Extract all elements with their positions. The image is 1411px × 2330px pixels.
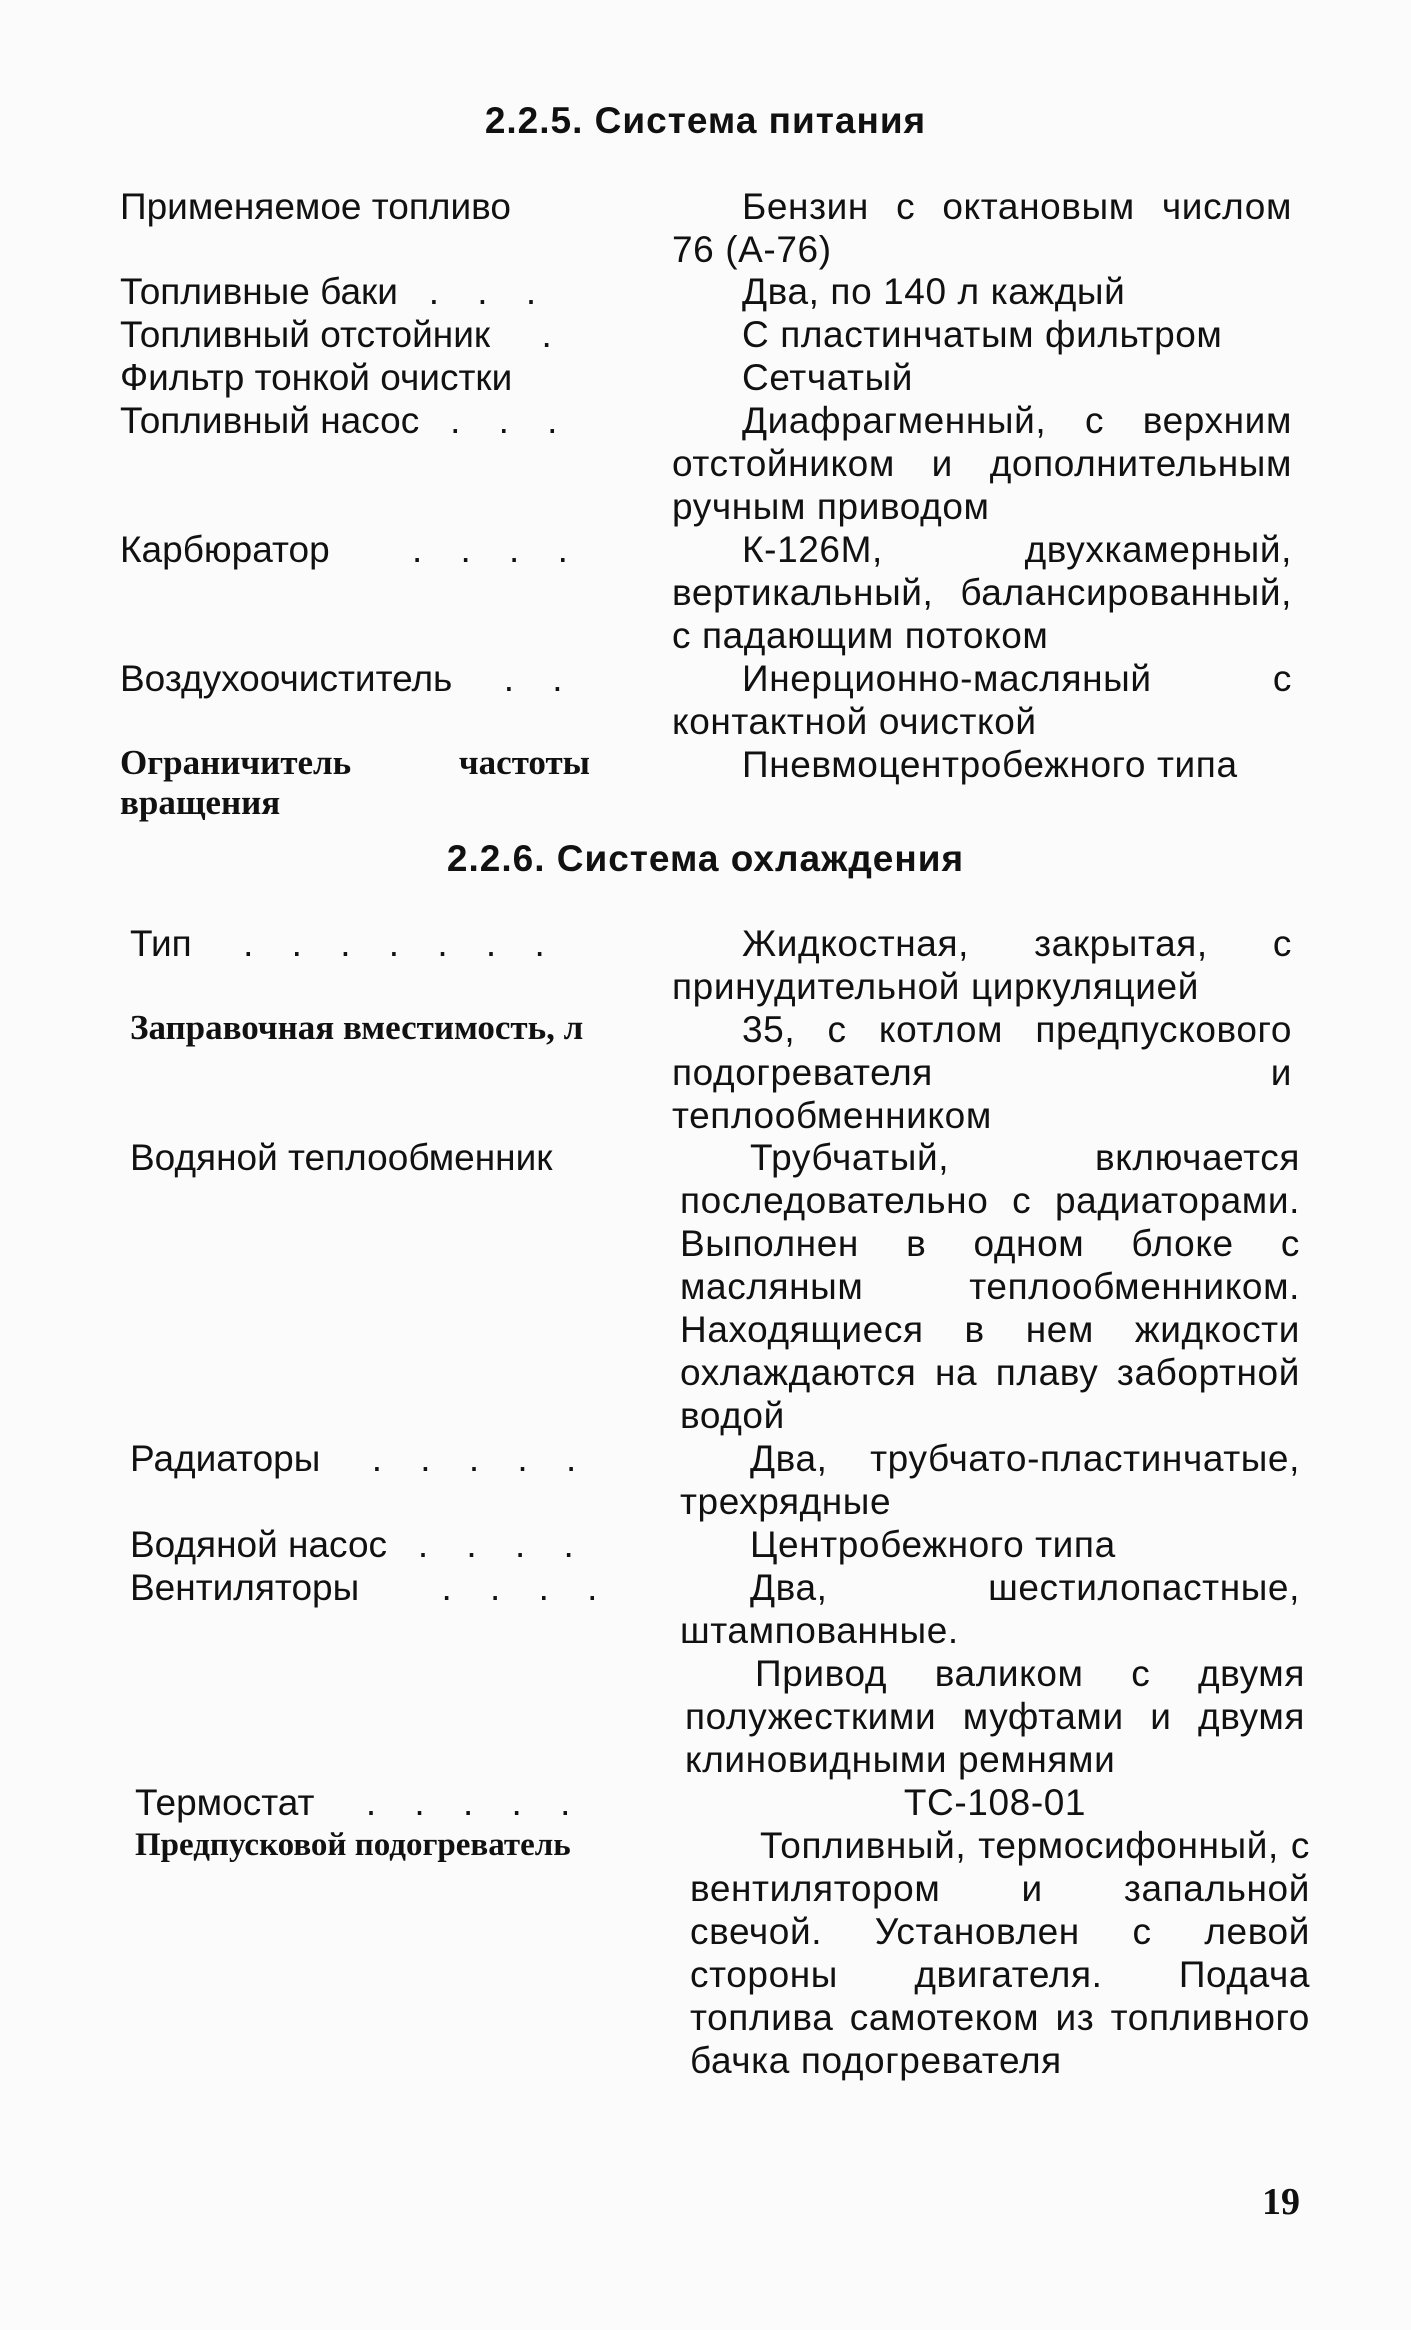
page-number: 19 xyxy=(1262,2181,1300,2223)
spec-value: Инерционно-масляный с контактной очисткой xyxy=(672,658,1292,742)
spec-value: ТС-108-01 xyxy=(903,1782,1087,1823)
spec-value: Привод валиком с двумя полужесткими муфтами и двумя клиновидными ремнями xyxy=(685,1653,1305,1780)
spec-value: Пневмоцентробежного типа xyxy=(742,744,1238,785)
section-heading-cooling-system: 2.2.6. Система охлаждения xyxy=(446,838,965,879)
spec-value: Два, шестилопастные, штампованные. xyxy=(680,1567,1300,1651)
spec-label: Ограничитель частоты вращения xyxy=(120,743,590,822)
spec-label: Топливные баки . . . xyxy=(120,271,551,312)
spec-label: Радиаторы . . . . . xyxy=(130,1438,591,1479)
spec-label: Карбюратор . . . . xyxy=(120,529,582,570)
spec-value: Диафрагменный, с верхним отстойником и дополнительным ручным приводом xyxy=(672,400,1292,527)
spec-value: Два, трубчато-пластинчатые, трехрядные xyxy=(680,1438,1300,1522)
leader-dots: . . xyxy=(503,658,577,699)
spec-value: С пластинчатым фильтром xyxy=(742,314,1223,355)
spec-value: Центробежного типа xyxy=(750,1524,1116,1565)
leader-dots: . . . xyxy=(450,400,572,441)
spec-value: Трубчатый, включается последовательно с радиаторами. Выполнен в одном блоке с масляным теплообменником. Находящиеся в нем жидкости охлаждаются на плаву забортной водой xyxy=(680,1137,1300,1436)
leader-dots: . . . . . xyxy=(371,1438,591,1479)
spec-label: Термостат . . . . . xyxy=(135,1782,585,1823)
spec-value: 35, с котлом предпускового подогревателя и теплообменником xyxy=(672,1009,1292,1136)
spec-value: К-126М, двухкамерный, вертикальный, балансированный, с падающим потоком xyxy=(672,529,1292,656)
spec-label: Топливный насос . . . xyxy=(120,400,572,441)
spec-label: Топливный отстойник . xyxy=(120,314,566,355)
spec-value: Два, по 140 л каждый xyxy=(742,271,1126,312)
spec-label: Фильтр тонкой очистки xyxy=(120,357,513,398)
leader-dots: . . . xyxy=(428,271,551,312)
leader-dots: . . . . xyxy=(417,1524,588,1565)
spec-label: Водяной теплообменник xyxy=(130,1137,553,1178)
leader-dots: . . . . . xyxy=(365,1782,585,1823)
section-heading-fuel-system: 2.2.5. Система питания xyxy=(484,100,927,141)
leader-dots: . . . . xyxy=(441,1567,612,1608)
leader-dots: . . . . xyxy=(411,529,582,570)
spec-value: Сетчатый xyxy=(742,357,914,398)
spec-label: Применяемое топливо xyxy=(120,186,511,227)
spec-label: Предпусковой подогреватель xyxy=(135,1827,571,1863)
leader-dots: . . . . . . . xyxy=(243,923,559,964)
spec-value: Топливный, термосифонный, с вентилятором и запальной свечой. Установлен с левой стороны двигателя. Подача топлива самотеком из топливного бачка подогревателя xyxy=(690,1825,1310,2081)
spec-value: Бензин с октановым числом 76 (А-76) xyxy=(672,186,1292,270)
spec-label: Вентиляторы . . . . xyxy=(130,1567,612,1608)
spec-label: Водяной насос . . . . xyxy=(130,1524,588,1565)
spec-value: Жидкостная, закрытая, с принудительной циркуляцией xyxy=(672,923,1292,1007)
spec-label: Воздухоочиститель . . xyxy=(120,658,577,699)
leader-dots: . xyxy=(541,314,566,355)
spec-label: Заправочная вместимость, л xyxy=(130,1008,584,1047)
spec-label: Тип . . . . . . . xyxy=(130,923,559,964)
